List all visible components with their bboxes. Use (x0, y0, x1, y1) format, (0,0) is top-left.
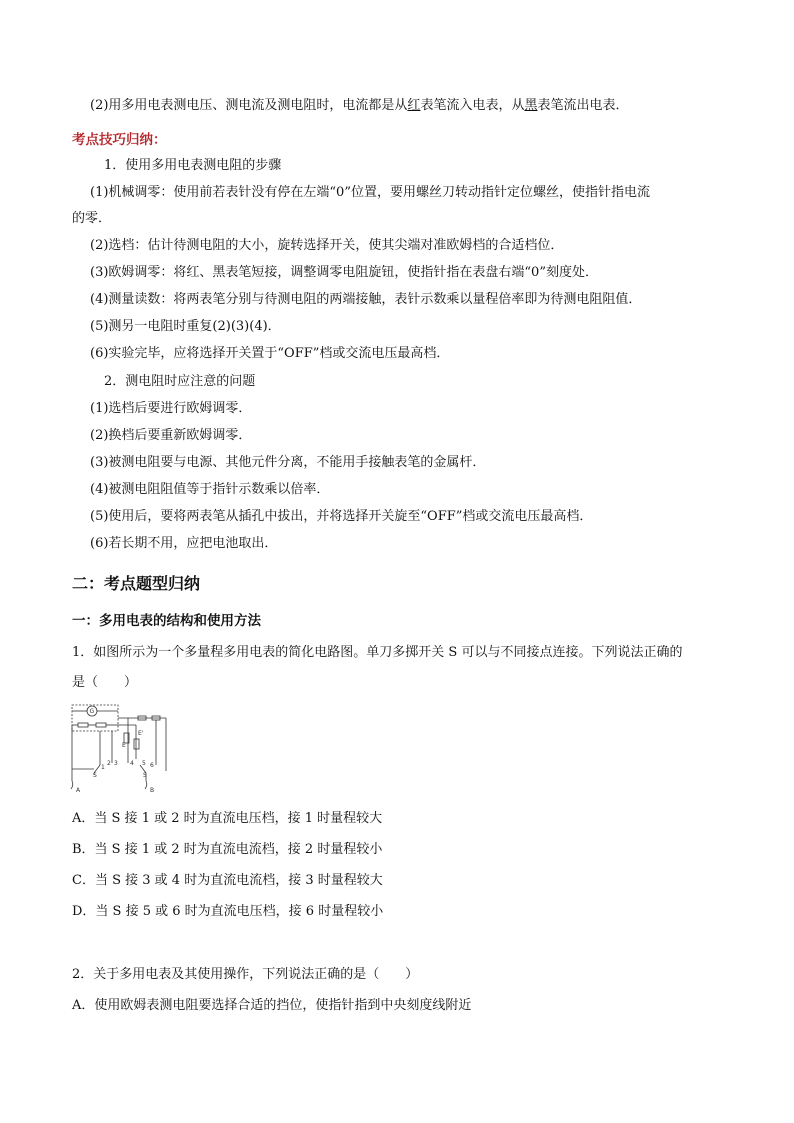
note-6: (6)若长期不用，应把电池取出． (90, 536, 278, 551)
q1-stem-line1: 1．如图所示为一个多量程多用电表的简化电路图。单刀多掷开关 S 可以与不同接点连接。下列说法正确的 (72, 645, 683, 660)
resistor-r1-icon (78, 723, 88, 727)
steps-title: 1．使用多用电表测电阻的步骤 (104, 158, 282, 173)
q1-option-a: A．当 S 接 1 或 2 时为直流电压档，接 1 时量程较大 (72, 811, 383, 826)
intro-text-mid: 表笔流入电表，从 (420, 98, 525, 113)
fig-label-4: 4 (130, 760, 134, 767)
intro-red-word: 红 (407, 98, 421, 113)
note-3: (3)被测电阻要与电源、其他元件分离，不能用手接触表笔的金属杆． (90, 455, 486, 470)
fig-label-b: B (150, 787, 155, 794)
step-5: (5)测另一电阻时重复(2)(3)(4)． (90, 319, 281, 334)
fig-label-2: 2 (107, 760, 111, 767)
notes-title: 2．测电阻时应注意的问题 (104, 374, 256, 389)
q1-option-c: C．当 S 接 3 或 4 时为直流电流档，接 3 时量程较大 (72, 873, 383, 888)
note-2: (2)换档后要重新欧姆调零． (90, 428, 252, 443)
meter-label: G (89, 708, 95, 715)
q2-option-a: A．使用欧姆表测电阻要选择合适的挡位，使指针指到中央刻度线附近 (72, 998, 472, 1013)
fig-label-6: 6 (150, 762, 154, 769)
note-4: (4)被测电阻阻值等于指针示数乘以倍率． (90, 482, 330, 497)
fig-label-s1: S (93, 772, 97, 779)
note-1: (1)选档后要进行欧姆调零． (90, 401, 252, 416)
step-4: (4)测量读数：将两表笔分别与待测电阻的两端接触，表针示数乘以量程倍率即为待测电阻阻值． (90, 292, 642, 307)
battery-e2-icon (134, 739, 139, 749)
fig-label-s2: S (143, 772, 147, 779)
fig-label-1: 1 (101, 764, 105, 771)
step-3: (3)欧姆调零：将红、黑表笔短接，调整调零电阻旋钮，使指针指在表盘右端“0”刻度处． (90, 265, 598, 280)
fig-label-a: A (76, 787, 81, 794)
skills-title: 考点技巧归纳： (72, 132, 167, 148)
resistor-r2-icon (96, 723, 106, 727)
fig-label-e: E (122, 742, 126, 749)
note-5: (5)使用后，要将两表笔从插孔中拔出，并将选择开关旋至“OFF”档或交流电压最高档． (90, 509, 593, 524)
step-6: (6)实验完毕，应将选择开关置于“OFF”档或交流电压最高档． (90, 346, 450, 361)
intro-black-word: 黑 (524, 98, 538, 113)
fig-label-5: 5 (142, 760, 146, 767)
q2-stem: 2．关于多用电表及其使用操作，下列说法正确的是（ ） (72, 967, 419, 982)
subsection-title: 一：多用电表的结构和使用方法 (72, 613, 261, 629)
section-title: 二：考点题型归纳 (72, 574, 201, 593)
intro-line (90, 96, 628, 116)
q1-stem-line2: 是（ ） (72, 675, 138, 690)
step-2: (2)选档：估计待测电阻的大小，旋转选择开关，使其尖端对准欧姆档的合适档位． (90, 238, 564, 253)
fig-label-3: 3 (114, 760, 118, 767)
intro-text-pre: (2)用多用电表测电压、测电流及测电阻时，电流都是从 (90, 98, 408, 113)
step-1-cont: 的零． (72, 211, 112, 226)
fig-label-e2: E' (138, 730, 144, 737)
intro-text-post: 表笔流出电表． (537, 98, 629, 113)
q1-option-b: B．当 S 接 1 或 2 时为直流电流档，接 2 时量程较小 (72, 842, 383, 857)
step-1: (1)机械调零：使用前若表针没有停在左端“0”位置，要用螺丝刀转动指针定位螺丝，使指针指电流 (90, 185, 650, 200)
circuit-diagram (70, 703, 182, 795)
q1-option-d: D．当 S 接 5 或 6 时为直流电压档，接 6 时量程较小 (72, 904, 384, 919)
